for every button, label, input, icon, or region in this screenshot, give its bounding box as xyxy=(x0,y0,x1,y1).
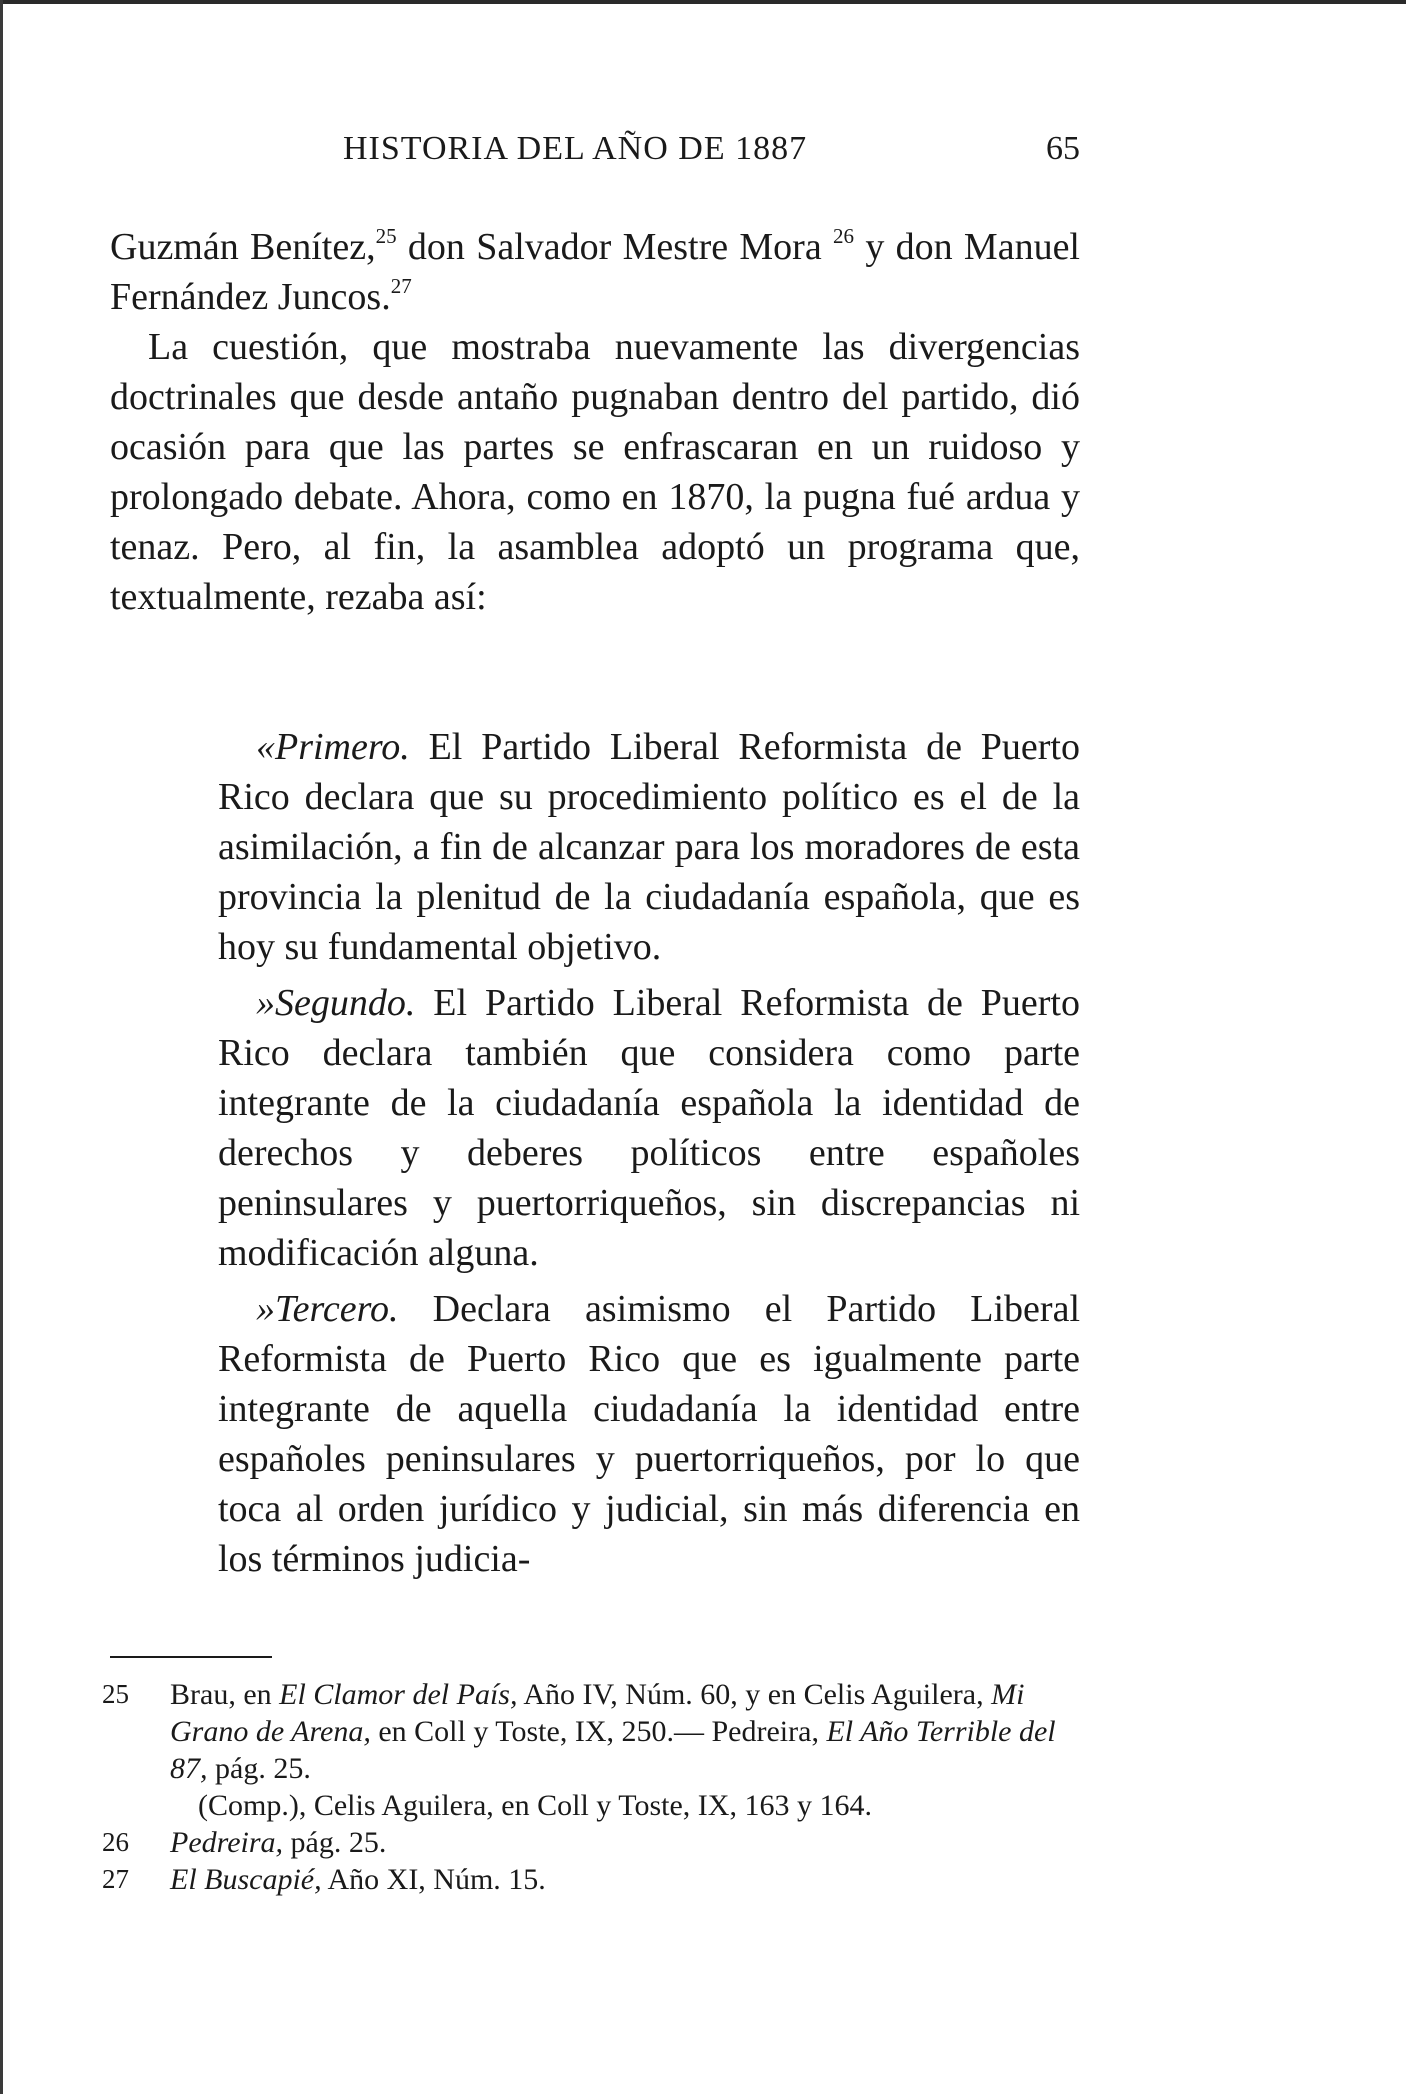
quote-lead: »Tercero. xyxy=(256,1288,399,1330)
quote-lead: «Primero. xyxy=(256,726,410,768)
paragraph-1: Guzmán Benítez,$^{25}$ don Salvador Mestre Mora $^{26}$ y don Manuel Fernández Juncos.$^{27}$ xyxy=(110,224,1080,318)
quote-item-segundo: »Segundo. El Partido Liberal Reformista de Puerto Rico declara también que considera como parte integrante de la ciudadanía española la identidad de derechos y deberes políticos entre españoles peninsulares y puertorriqueños, sin discrepancias ni modificación alguna. xyxy=(218,982,1080,1274)
footnote-number: 27 xyxy=(102,1864,129,1894)
footnote-ref-25: 25 xyxy=(375,224,397,248)
scan-top-edge xyxy=(0,0,1406,4)
quote-item-tercero: »Tercero. Declara asimismo el Partido Liberal Reformista de Puerto Rico que es igualmente parte integrante de aquella ciudadanía la identidad entre españoles peninsulares y puertorriqueños, por lo que toca al orden jurídico y judicial, sin más diferencia en los términos judicia- xyxy=(218,1288,1080,1580)
running-head: HISTORIA DEL AÑO DE 1887 xyxy=(343,130,808,167)
footnote-25-continuation: (Comp.), Celis Aguilera, en Coll y Toste, IX, 163 y 164. xyxy=(198,1789,872,1822)
program-quote xyxy=(218,722,1080,1584)
footnotes xyxy=(102,1676,1082,1898)
footnote-number: 25 xyxy=(102,1679,129,1709)
scan-left-edge xyxy=(0,0,3,2094)
footnote-26: 26 Pedreira, pág. 25. xyxy=(102,1826,387,1859)
quote-item-primero: «Primero. El Partido Liberal Reformista de Puerto Rico declara que su procedimiento político es el de la asimilación, a fin de alcanzar para los moradores de esta provincia la plenitud de la ciudadanía española, que es hoy su fundamental objetivo. xyxy=(218,726,1080,968)
page-header xyxy=(110,130,1080,174)
footnote-27: 27 El Buscapié, Año XI, Núm. 15. xyxy=(102,1863,546,1896)
page-number: 65 xyxy=(1046,130,1080,167)
footnote-ref-27: 27 xyxy=(390,274,412,298)
footnote-ref-26: 26 xyxy=(833,224,855,248)
footnote-number: 26 xyxy=(102,1827,129,1857)
footnote-divider xyxy=(110,1656,272,1658)
footnote-25: 25 Brau, en El Clamor del País, Año IV, Núm. 60, y en Celis Aguilera, Mi Grano de Arena, en Coll y Toste, IX, 250.— Pedreira, El Año Terrible del 87, pág. 25. xyxy=(102,1678,1056,1785)
paragraph-2: La cuestión, que mostraba nuevamente las divergencias doctrinales que desde antaño pugnaban dentro del partido, dió ocasión para que las partes se enfrascaran en un ruidoso y prolongado debate. Ahora, como en 1870, la pugna fué ardua y tenaz. Pero, al fin, la asamblea adoptó un programa que, textualmente, rezaba así: xyxy=(110,326,1080,618)
body-text xyxy=(110,222,1080,622)
quote-lead: »Segundo. xyxy=(256,982,416,1024)
